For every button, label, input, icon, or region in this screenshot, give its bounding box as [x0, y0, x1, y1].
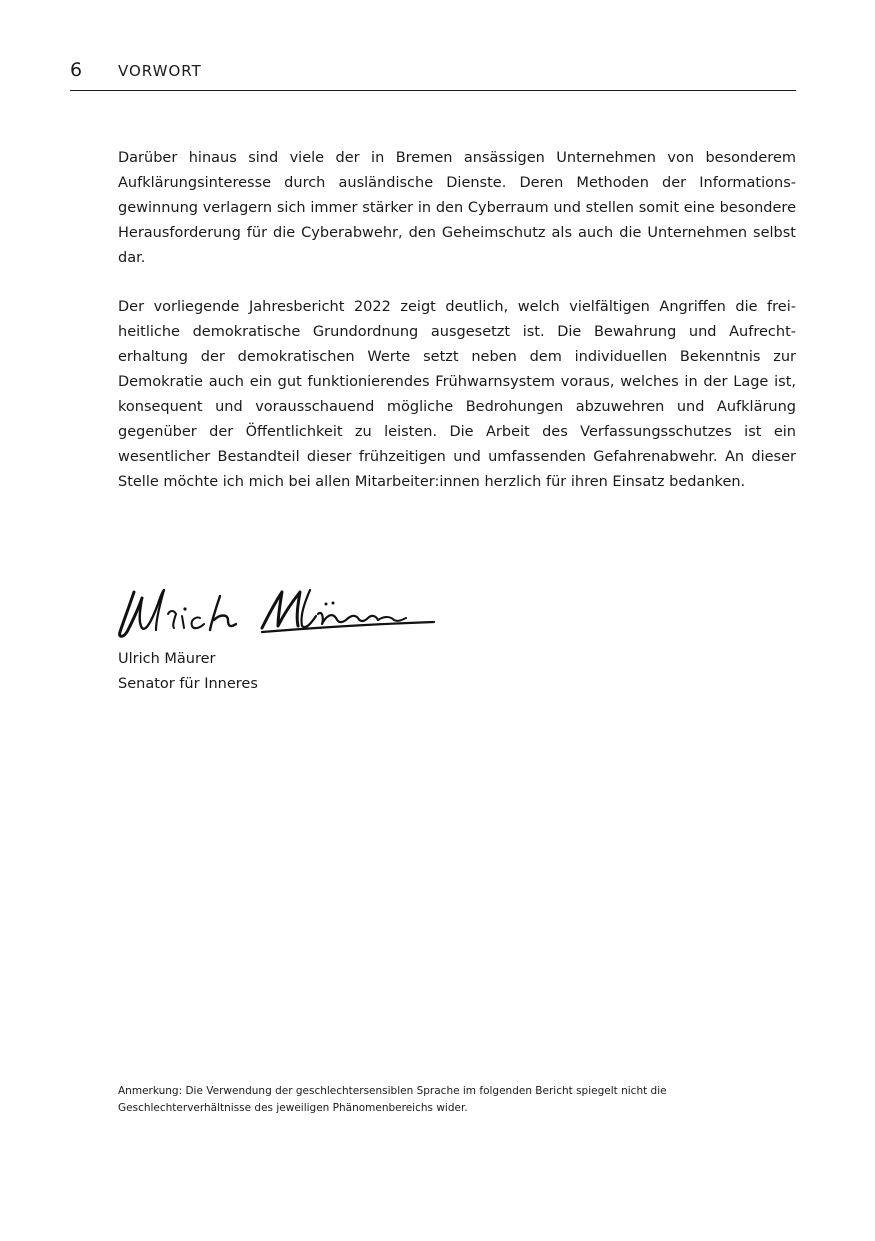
body-text	[118, 146, 796, 519]
section-title: VORWORT	[118, 62, 202, 80]
footnote: Anmerkung: Die Verwendung der geschlechtersensiblen Sprache im folgenden Bericht spiegelt nicht die Geschlechterverhältnisse des jeweiligen Phänomenbereichs wider.	[118, 1085, 667, 1114]
page-number: 6	[70, 59, 83, 81]
paragraph: Der vorliegende Jahresbericht 2022 zeigt deutlich, welch vielfältigen Angriffen die freiheitliche demokratische Grundordnung ausgesetzt ist. Die Bewahrung und Aufrechterhaltung der demokratischen Werte setzt neben dem individuellen Bekenntnis zur Demokratie auch ein gut funktionierendes Frühwarnsystem voraus, welches in der Lage ist, konsequent und vorausschauend mögliche Bedrohungen abzuwehren und Aufklärung gegenüber der Öffentlichkeit zu leisten. Die Arbeit des Verfassungsschutzes ist ein wesentlicher Bestandteil dieser frühzeitigen und umfassenden Gefahrenabwehr. An dieser Stelle möchte ich mich bei allen Mitarbeiter:innen herzlich für ihren Einsatz bedanken.	[118, 299, 796, 490]
paragraph: Darüber hinaus sind viele der in Bremen ansässigen Unternehmen von besonderem Aufklärungsinteresse durch ausländische Dienste. Deren Methoden der Informationsgewinnung verlagern sich immer stärker in den Cyberraum und stellen somit eine besondere Herausforderung für die Cyberabwehr, den Geheimschutz als auch die Unternehmen selbst dar.	[118, 150, 796, 266]
signatory	[118, 647, 258, 697]
handwritten-signature	[112, 582, 442, 646]
running-header	[70, 58, 796, 91]
signatory-name: Ulrich Mäurer	[118, 651, 216, 667]
signatory-title: Senator für Inneres	[118, 676, 258, 692]
